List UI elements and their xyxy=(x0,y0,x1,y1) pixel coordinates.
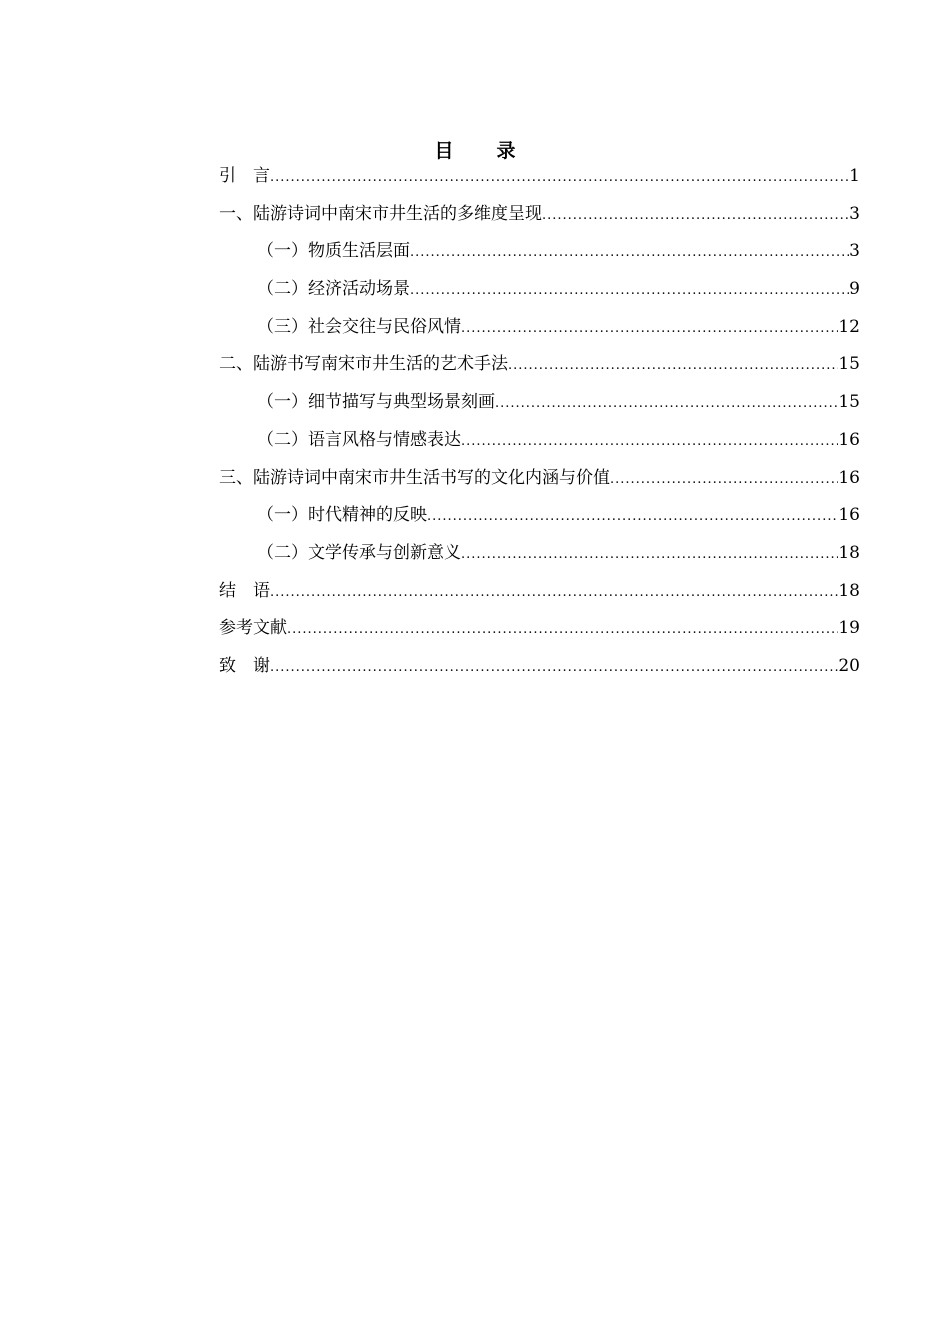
toc-dot-leader xyxy=(461,314,838,344)
toc-entry-chapter-3[interactable] xyxy=(219,463,860,501)
toc-entry-page: 20 xyxy=(838,655,860,676)
toc-entry-page: 16 xyxy=(838,505,860,526)
toc-entry-page: 9 xyxy=(849,279,860,300)
toc-entry-label: 参考文献 xyxy=(219,618,287,639)
toc-entry-page: 18 xyxy=(838,580,860,601)
toc-entry-section-1-1[interactable] xyxy=(219,236,860,274)
toc-entry-label: 三、陆游诗词中南宋市井生活书写的文化内涵与价值 xyxy=(219,467,610,488)
toc-entry-page: 19 xyxy=(838,618,860,639)
toc-entry-label: （一）物质生活层面 xyxy=(257,241,410,262)
toc-entry-page: 15 xyxy=(838,354,860,375)
toc-dot-leader xyxy=(427,502,838,532)
toc-entry-label: （二）经济活动场景 xyxy=(257,279,410,300)
toc-entry-label: 二、陆游书写南宋市井生活的艺术手法 xyxy=(219,354,508,375)
toc-entry-label: （二）文学传承与创新意义 xyxy=(257,542,461,563)
toc-entry-section-3-2[interactable] xyxy=(219,538,860,576)
toc-entry-page: 16 xyxy=(838,429,860,450)
toc-dot-leader xyxy=(270,578,838,608)
toc-dot-leader xyxy=(410,276,849,306)
toc-dot-leader xyxy=(508,351,838,381)
toc-entry-label: （一）时代精神的反映 xyxy=(257,505,427,526)
toc-entry-page: 3 xyxy=(849,203,860,224)
toc-dot-leader xyxy=(610,465,838,495)
toc-entry-page: 15 xyxy=(838,392,860,413)
toc-dot-leader xyxy=(270,653,838,683)
toc-entry-references[interactable] xyxy=(219,613,860,651)
toc-entry-label: 一、陆游诗词中南宋市井生活的多维度呈现 xyxy=(219,203,542,224)
toc-entry-page: 12 xyxy=(838,316,860,337)
table-of-contents xyxy=(219,161,860,689)
toc-entry-page: 1 xyxy=(849,166,860,186)
toc-entry-label: （二）语言风格与情感表达 xyxy=(257,429,461,450)
toc-entry-label: （三）社会交往与民俗风情 xyxy=(257,316,461,337)
toc-dot-leader xyxy=(461,427,838,457)
toc-dot-leader xyxy=(287,615,838,645)
toc-dot-leader xyxy=(270,163,849,193)
toc-entry-conclusion[interactable] xyxy=(219,576,860,614)
toc-entry-chapter-1[interactable] xyxy=(219,199,860,237)
toc-entry-section-1-2[interactable] xyxy=(219,274,860,312)
toc-entry-section-2-1[interactable] xyxy=(219,387,860,425)
toc-entry-section-3-1[interactable] xyxy=(219,500,860,538)
toc-entry-chapter-2[interactable] xyxy=(219,349,860,387)
toc-dot-leader xyxy=(495,389,838,419)
toc-entry-page: 3 xyxy=(849,241,860,262)
toc-entry-section-2-2[interactable] xyxy=(219,425,860,463)
toc-entry-page: 18 xyxy=(838,542,860,563)
toc-entry-label: 结 语 xyxy=(219,580,270,601)
toc-dot-leader xyxy=(410,238,849,268)
toc-entry-page: 16 xyxy=(838,467,860,488)
toc-entry-label: 引 言 xyxy=(219,166,270,186)
toc-dot-leader xyxy=(542,201,849,231)
toc-title: 目 录 xyxy=(434,140,528,162)
toc-entry-label: 致 谢 xyxy=(219,655,270,676)
toc-entry-label: （一）细节描写与典型场景刻画 xyxy=(257,392,495,413)
toc-dot-leader xyxy=(461,540,838,570)
toc-entry-introduction[interactable] xyxy=(219,161,860,199)
toc-entry-section-1-3[interactable] xyxy=(219,312,860,350)
toc-entry-acknowledgements[interactable] xyxy=(219,651,860,689)
